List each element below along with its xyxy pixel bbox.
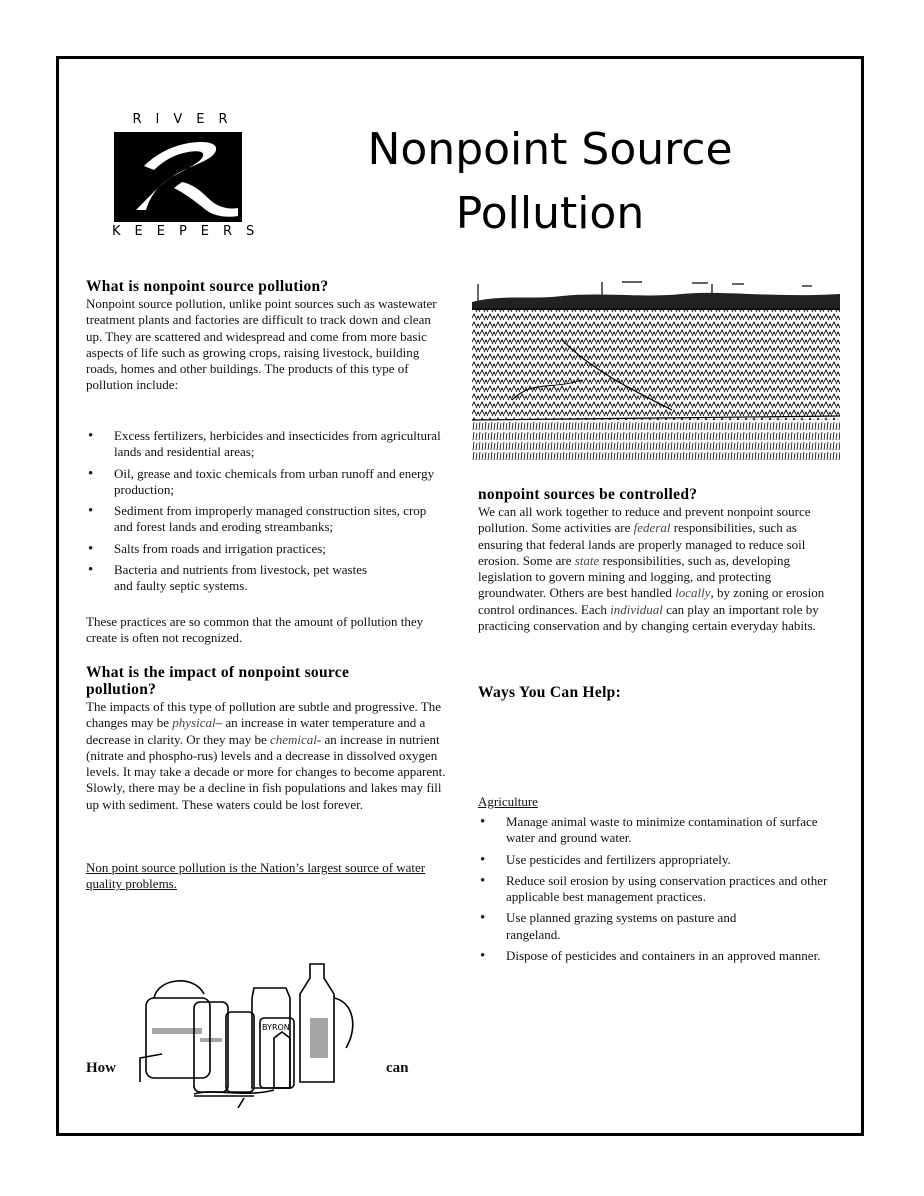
controlled-text-3: responsibilities, such as, developing legislation to govern mining and logging, and protecting groundwater. Others are best handled [478, 552, 790, 601]
list-item: • Bacteria and nutrients from livestock, pet wastes and faulty septic systems. [86, 562, 448, 595]
impact-body [86, 699, 448, 813]
agriculture-list [478, 814, 834, 969]
what-is-heading: What is nonpoint source pollution? [86, 278, 329, 295]
controlled-section [478, 486, 834, 634]
chemical-term: chemical [269, 731, 317, 747]
logo-top-text: RIVER [132, 112, 242, 127]
practices-text: These practices are so common that the amount of pollution they create is often not recognized. [86, 614, 424, 646]
controlled-heading: nonpoint sources be controlled? [478, 486, 698, 503]
controlled-text-2: responsibilities, such as ensuring that federal lands are properly managed to reduce soil erosion. Some are [478, 520, 806, 568]
state-term: state [574, 552, 600, 568]
impact-text-2: – an increase in water temperature and a decrease in clarity. Or they may be [86, 715, 426, 747]
impact-heading-line-1: What is the impact of nonpoint source [86, 664, 350, 681]
impact-section [86, 664, 448, 813]
what-is-section [86, 278, 448, 394]
controlled-text-5: can play an important role by practicing conservation and by changing certain everyday habits. [478, 601, 819, 634]
impact-text-1: The impacts of this type of pollution are subtle and progressive. The changes may be [86, 699, 442, 731]
locally-term: locally [675, 585, 711, 601]
individual-term: individual [610, 601, 663, 617]
list-item: • Excess fertilizers, herbicides and insecticides from agricultural lands and residential areas; [86, 428, 448, 461]
river-keepers-logo [108, 112, 269, 242]
pesticide-containers-illustration [134, 958, 360, 1108]
farm-field-illustration [472, 280, 840, 464]
list-item: • Reduce soil erosion by using conservation practices and other applicable best management practices. [478, 873, 834, 906]
list-item: • Dispose of pesticides and containers in an approved manner. [478, 948, 834, 964]
pollution-products-list [86, 428, 448, 600]
bottle-label: BYRON [262, 1023, 290, 1032]
title-line-1: Nonpoint Source [367, 124, 733, 175]
title-line-2: Pollution [455, 188, 645, 239]
impact-text-3: - an increase in nutrient (nitrate and phospho-rus) levels and a decrease in dissolved oxygen levels. It may take a decade or more for changes to become apparent. Slowly, there may be a decline in fish populations and lakes may fill up with sediment. These waters could be lost forever. [86, 731, 446, 812]
impact-heading-line-2: pollution? [86, 681, 157, 698]
list-item: • Use pesticides and fertilizers appropriately. [478, 852, 834, 868]
list-item: • Use planned grazing systems on pasture and rangeland. [478, 910, 834, 943]
can-text: can [386, 1060, 409, 1076]
list-item: • Salts from roads and irrigation practices; [86, 541, 448, 557]
ways-heading: Ways You Can Help: [478, 684, 622, 701]
federal-term: federal [633, 520, 671, 536]
list-item: • Sediment from improperly managed construction sites, crop and forest lands and eroding streambanks; [86, 503, 448, 536]
how-text: How [86, 1060, 116, 1076]
controlled-text-1: We can all work together to reduce and prevent nonpoint source pollution. Some activities are [478, 504, 811, 536]
controlled-body [478, 504, 834, 634]
controlled-text-4: , by zoning or erosion control ordinances. Each [478, 585, 825, 617]
agriculture-heading: Agriculture [478, 794, 538, 809]
logo-bottom-text: KEEPERS [112, 224, 269, 239]
river-r-icon [114, 132, 242, 222]
largest-source-statement: Non point source pollution is the Nation’s largest source of water quality problems. [86, 860, 426, 892]
list-item: • Manage animal waste to minimize contamination of surface water and ground water. [478, 814, 834, 847]
list-item: • Oil, grease and toxic chemicals from urban runoff and energy production; [86, 466, 448, 499]
page-title [300, 118, 800, 246]
what-is-body: Nonpoint source pollution, unlike point sources such as wastewater treatment plants and factories are difficult to track down and clean up. They are scattered and widespread and come from more basic aspects of life such as growing crops, raising livestock, building roads, homes and other buildings. The products of this type of pollution include: [86, 296, 437, 393]
physical-term: physical [172, 715, 216, 731]
